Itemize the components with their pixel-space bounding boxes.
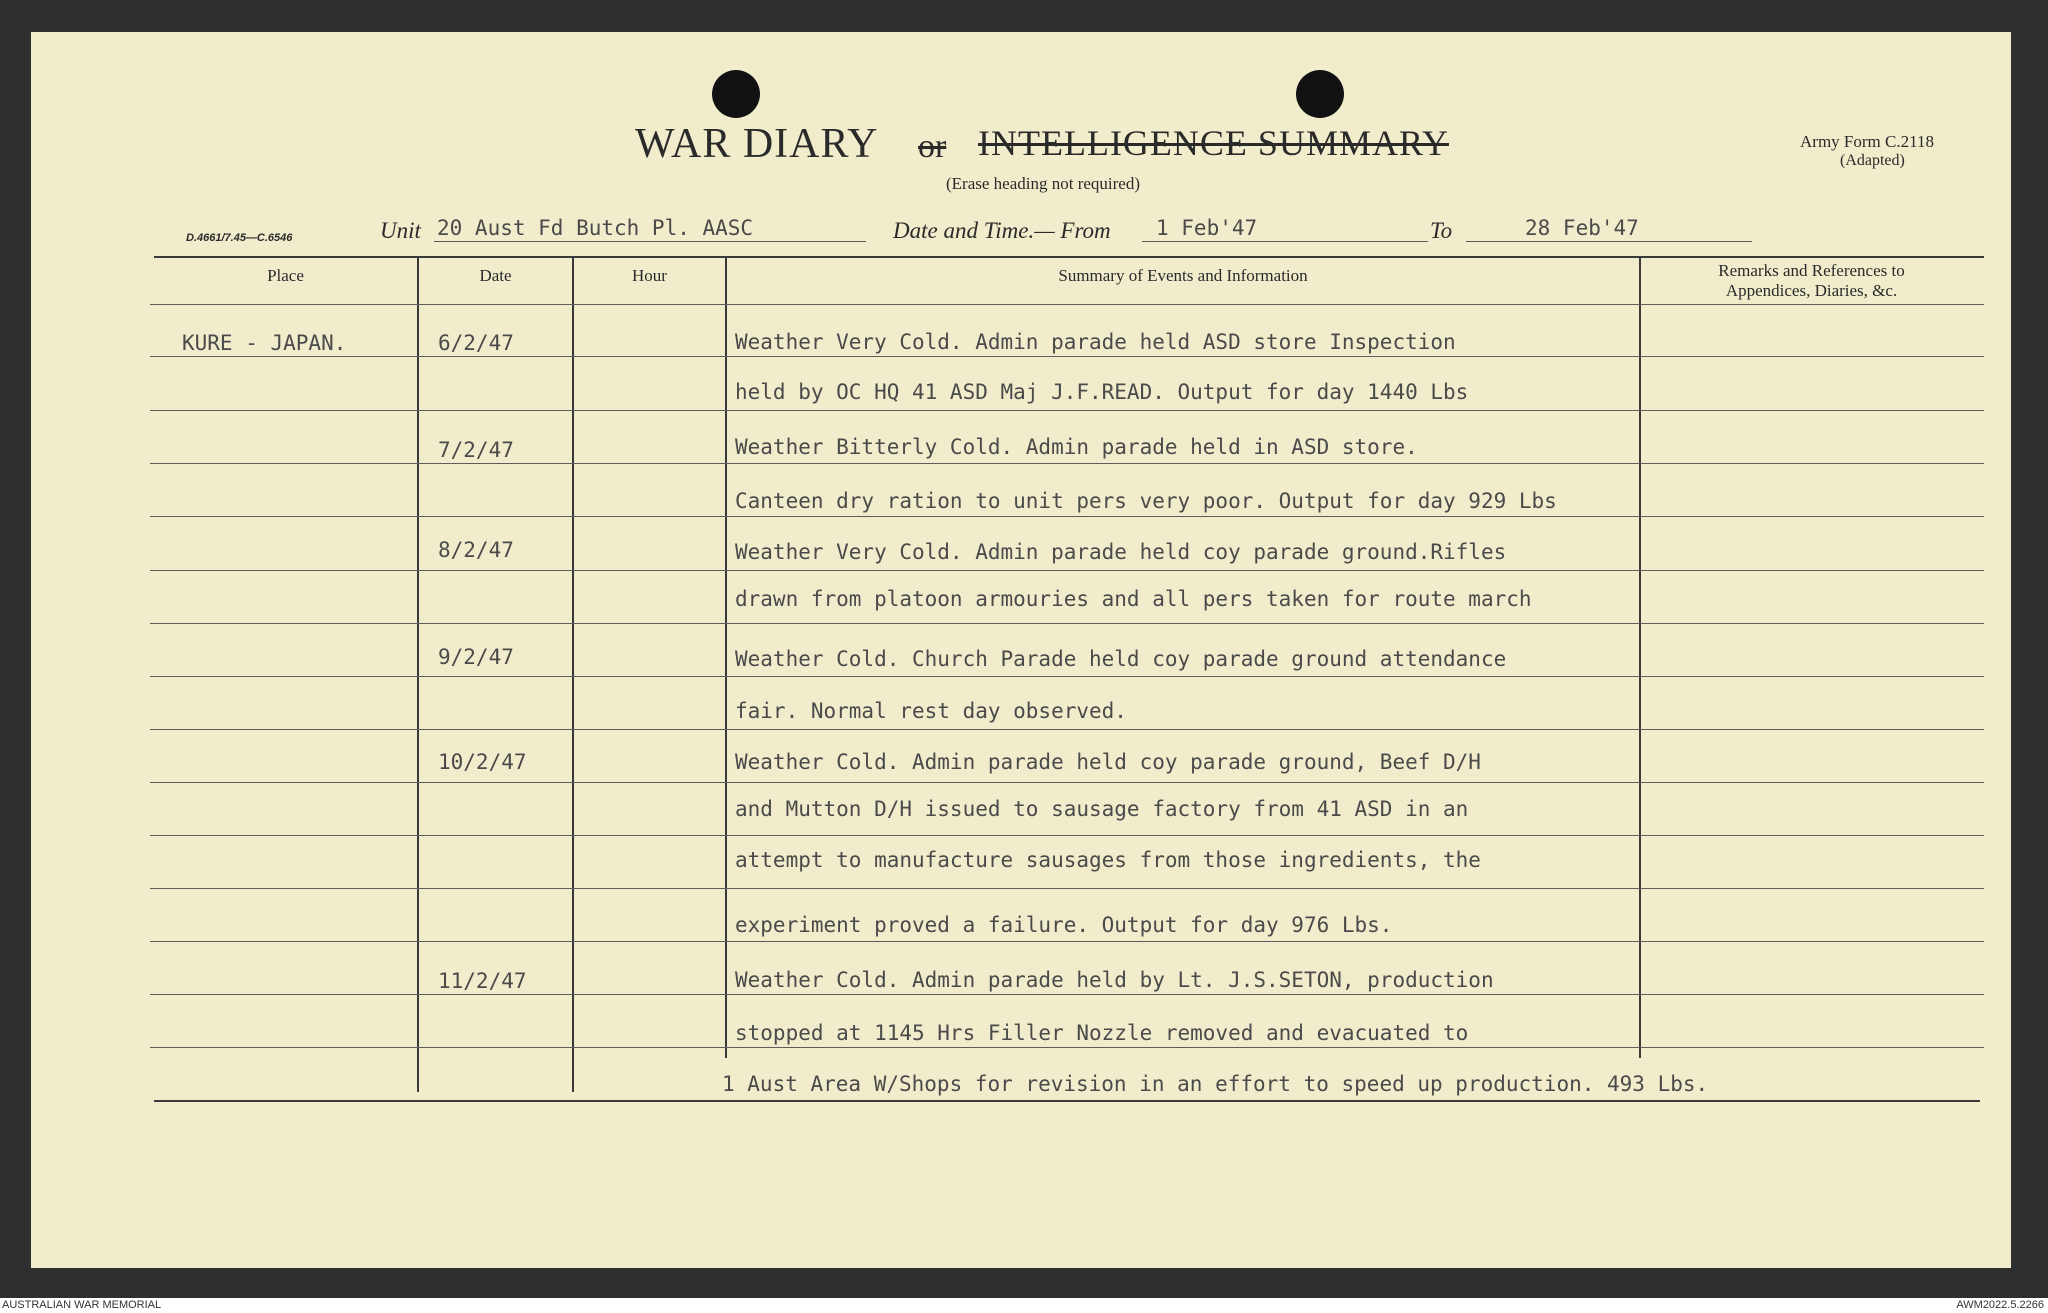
- footer-source: AUSTRALIAN WAR MEMORIAL: [2, 1299, 162, 1311]
- date-11-2-47: 11/2/47: [438, 969, 527, 993]
- from-value: 1 Feb'47: [1156, 216, 1258, 240]
- summary-line: Weather Cold. Admin parade held coy parade ground, Beef D/H: [735, 750, 1481, 774]
- title-war-diary: WAR DIARY: [635, 121, 879, 167]
- table-bottom-border: [154, 1100, 1980, 1102]
- title-or: or: [918, 128, 947, 165]
- summary-line: held by OC HQ 41 ASD Maj J.F.READ. Output for day 1440 Lbs: [735, 380, 1469, 404]
- date-6-2-47: 6/2/47: [438, 331, 514, 355]
- summary-line: experiment proved a failure. Output for day 976 Lbs.: [735, 913, 1393, 937]
- unit-label: Unit: [380, 218, 421, 243]
- title-intelligence-summary: INTELLIGENCE SUMMARY: [978, 123, 1449, 163]
- date-10-2-47: 10/2/47: [438, 750, 527, 774]
- place-kure-japan: KURE - JAPAN.: [182, 331, 347, 355]
- summary-line: Weather Very Cold. Admin parade held coy parade ground.Rifles: [735, 540, 1507, 564]
- col-divider-hour: [725, 258, 727, 1058]
- summary-line: drawn from platoon armouries and all pers taken for route march: [735, 587, 1532, 611]
- summary-line: stopped at 1145 Hrs Filler Nozzle removed and evacuated to: [735, 1021, 1469, 1045]
- summary-line: Canteen dry ration to unit pers very poor. Output for day 929 Lbs: [735, 489, 1557, 513]
- col-divider-place: [417, 258, 419, 1092]
- summary-line: Weather Cold. Church Parade held coy parade ground attendance: [735, 647, 1507, 671]
- col-header-date: Date: [479, 266, 512, 285]
- army-form-number: Army Form C.2118: [1800, 132, 1934, 151]
- col-header-remarks-line2: Appendices, Diaries, &c.: [1725, 281, 1898, 300]
- summary-line: and Mutton D/H issued to sausage factory from 41 ASD in an: [735, 797, 1469, 821]
- to-value: 28 Feb'47: [1525, 216, 1639, 240]
- col-header-summary: Summary of Events and Information: [1058, 266, 1308, 285]
- summary-line: Weather Very Cold. Admin parade held ASD store Inspection: [735, 330, 1456, 354]
- punch-hole-left: [712, 70, 760, 118]
- col-header-place: Place: [267, 266, 304, 285]
- summary-line: attempt to manufacture sausages from those ingredients, the: [735, 848, 1481, 872]
- footer-accession: AWM2022.5.2266: [1956, 1299, 2044, 1311]
- date-7-2-47: 7/2/47: [438, 438, 514, 462]
- to-underline: [1466, 241, 1752, 242]
- army-form-adapted: (Adapted): [1840, 152, 1905, 169]
- unit-underline: [434, 241, 866, 242]
- date-8-2-47: 8/2/47: [438, 538, 514, 562]
- erase-note: (Erase heading not required): [946, 174, 1140, 193]
- col-divider-summary: [1639, 258, 1641, 1058]
- summary-line: Weather Bitterly Cold. Admin parade held in ASD store.: [735, 435, 1418, 459]
- punch-hole-right: [1296, 70, 1344, 118]
- date-9-2-47: 9/2/47: [438, 645, 514, 669]
- to-label: To: [1430, 218, 1453, 243]
- col-header-remarks-line1: Remarks and References to: [1718, 261, 1905, 280]
- col-header-hour: Hour: [632, 266, 667, 285]
- summary-line: Weather Cold. Admin parade held by Lt. J.S.SETON, production: [735, 968, 1494, 992]
- archive-footer: [0, 1298, 2048, 1313]
- from-underline: [1142, 241, 1428, 242]
- unit-value: 20 Aust Fd Butch Pl. AASC: [437, 216, 754, 240]
- table-top-border: [154, 256, 1984, 258]
- col-divider-date: [572, 258, 574, 1092]
- date-label: Date and Time.— From: [893, 218, 1111, 243]
- summary-line: fair. Normal rest day observed.: [735, 699, 1127, 723]
- summary-line: 1 Aust Area W/Shops for revision in an effort to speed up production. 493 Lbs.: [722, 1072, 1709, 1096]
- form-code: D.4661/7.45—C.6546: [186, 232, 293, 244]
